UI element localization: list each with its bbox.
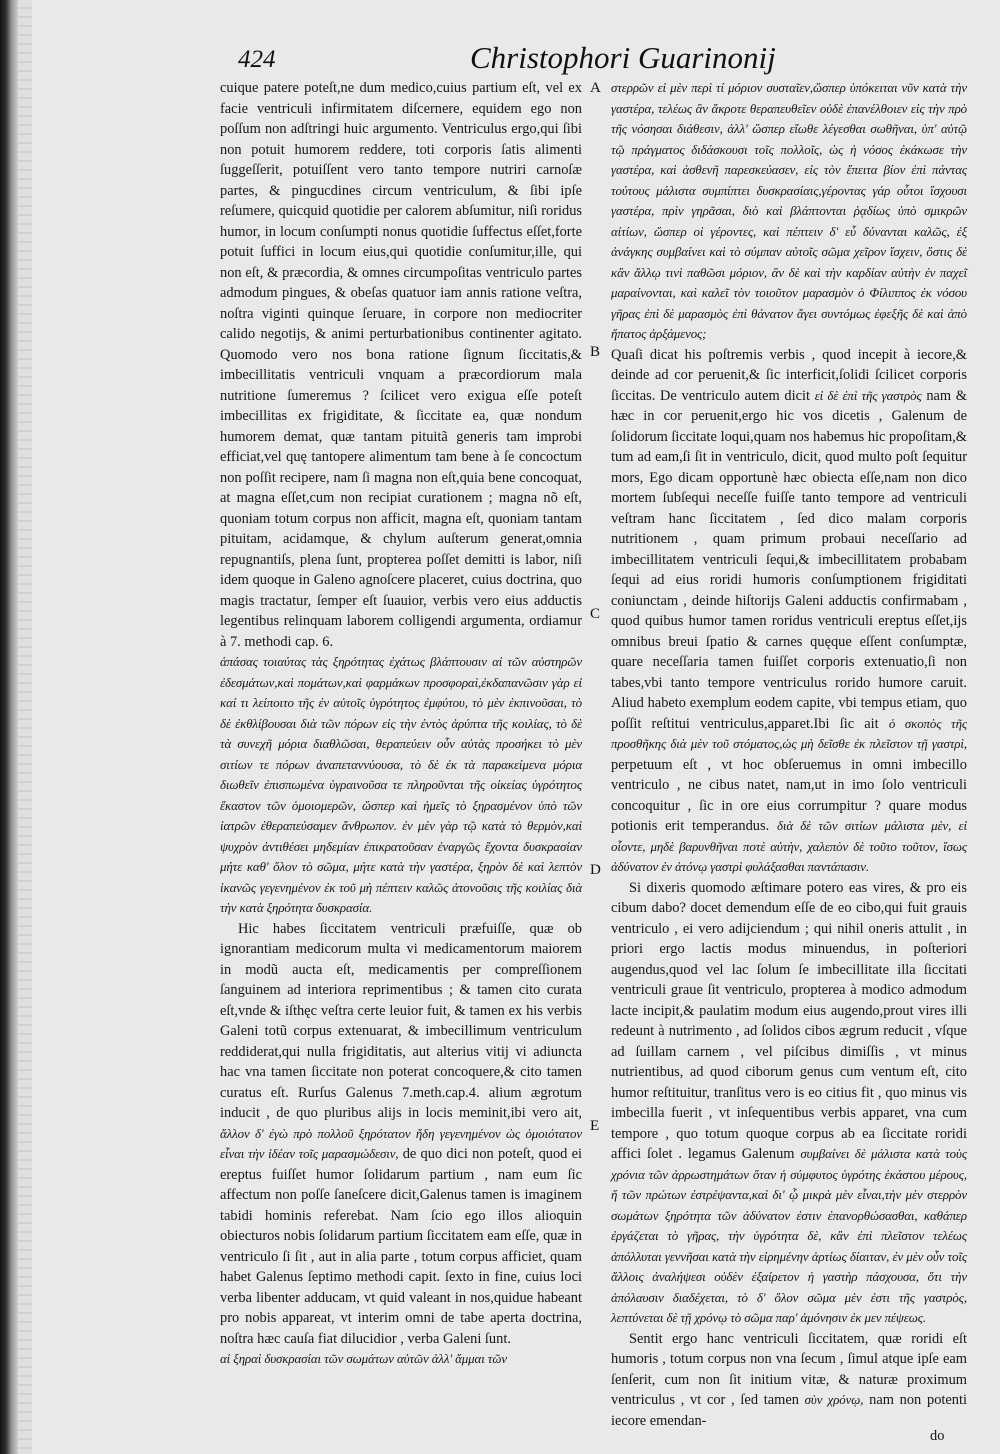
right-greek-quote-1: στερρῶν εἰ μὲν περὶ τί μόριον συσταῖεν,ὥσπερ ὑπόκειται νῦν κατὰ τὴν γαστέρα, τελέως ἂν ἄκροτε θεραπευθεῖεν οὐδὲ ἐπανέλθοιεν εἰς τὴν πρὸ τῆς νόσησαι διάθεσιν, ἀλλ' ὥσπερ εἴωθε λέγεσθαι σωθῆναι, ὑπ' αὐτῷ τῷ πράγματος διδάσκουσι τοῖς πολλοῖς, ὡς ἡ νόσος ἐκάκωσε τὴν γαστέρα, καὶ ἀσθενῆ παρεσκεύασεν, εἰς τὸν ἔπειτα βίον ἐπὶ πάντας τούτους μάλιστα συμπίπτει δυσκρασίαις,γέροντας γάρ οὗτοι ἴσχουσι γαστέρα, πρὶν γηρᾶσαι, διὸ καὶ βλάπτονται ῥᾳδίως ὑπὸ σμικρῶν αἰτίων, ὥσπερ οἱ γέροντες, καὶ πέπτειν δ' εὖ δύνανται καλῶς, ἐξ ἀνάγκης συμβαίνει καὶ τὸ σύμπαν αὐτοῖς σῶμα χεῖρον ἴσχειν, ὅστις δὲ κἂν ἄλλῳ τινὶ παθῶσι μόριον, ἂν δὲ καὶ τὴν καρδίαν αὐτὴν ἐν παχεῖ μαραίνονται, καὶ καλεῖ τὸν τοιοῦτον μαρασμὸν ὁ Φίλιππος ἐκ νόσου γῆρας ἐπὶ δὲ μαρασμὸς ἐπὶ θάνατον ἄγει συντόμως ἐφεξῆς δὲ καὶ ἀπὸ ἥπατος ἀρξάμενος; bbox=[611, 81, 967, 341]
margin-letter-d: D bbox=[590, 862, 601, 878]
right-greek-quote-4: συμβαίνει δὲ μάλιστα κατὰ τοὺς χρόνια τῶν ἀρρωστημάτων ὅταν ἡ σύμφυτος ὑγρότης ἑκάστου μέρους, ἥ τῶν πρώτων ἐστρέψαντα,καὶ δι' ᾧ μικρὰ μὲν εἶναι,τὴν μὲν στερρὸν σωμάτων ξηρότητα τῶν ἀδύνατον ἐστιν ἐπανορθώσασθαι, καθάπερ ἐργάζεται τὸ γῆρας, τὴν ὑγρότητα δὲ, κἂν ἐπὶ πλεῖστον τελέως ἀπόλλυται γεννῆσαι κατὰ τὴν εἰρημένην ἀρτίως δίαιταν, ἐν μὲν οὖν τοῖς ἄλλοις ἀναλήψεσι οὐδὲν ἐξαίρετον ἡ γαστὴρ πάσχουσα, ὅτι τὴν ἀπόλαυσιν διαδέχεται, τὸ δ' ὅλον σῶμα μὲν ἐστι τῆς γαστρὸς, λεπτύνεται δὲ τῇ χρόνῳ τὸ σῶμα παρ' ἀμόνησιν ἐκ μεν πέψεως. bbox=[611, 1147, 967, 1325]
right-paragraph-3b-text: nam non potenti iecore emendan- bbox=[611, 1392, 967, 1429]
right-paragraph-2 bbox=[611, 878, 967, 1329]
right-greek-inline-2: ὁ σκοπὸς τῆς προσθῆκης διὰ μὲν τοῦ στόματος,ὡς μὴ δεῖσθε ἐκ πλεῖστον τῇ γαστρὶ, bbox=[611, 716, 967, 751]
left-column bbox=[220, 78, 582, 1370]
page-number: 424 bbox=[238, 46, 276, 73]
book-gutter bbox=[0, 0, 18, 1454]
left-paragraph-2 bbox=[220, 919, 582, 1350]
right-paragraph-3 bbox=[611, 1329, 967, 1432]
right-column bbox=[611, 78, 967, 1431]
right-paragraph-1c-text: perpetuum eſt , vt hoc obſeruemus in omni imbecillo ventriculo , ne cibus natet, nam,ut in imo ſolo ventriculi concoquitur , ſic in ore eius corrumpitur ? quare modus potionis erit temperandus. bbox=[611, 756, 967, 834]
running-title: Christophori Guarinonij bbox=[470, 40, 776, 75]
right-paragraph-3-text: Sentit ergo hanc ventriculi ſiccitatem, quæ roridi eſt humoris , totum corpus non vna ſecum , ſimul atque ipſe eam ſenſerit, cum non ſit initium vitæ, & naturæ proximum ventriculus , vt cor , ſed tamen bbox=[611, 1330, 967, 1408]
left-greek-quote-2: ἄλλον δ' ἐγὼ πρὸ πολλοῦ ξηρότατον ἤδη γεγενημένον ὡς ὁμοιότατον εἶναι τὴν ἰδέαν τοῖς μαρασμώδεσιν, bbox=[220, 1126, 582, 1161]
right-greek-inline-3: διὰ δὲ τῶν σιτίων μάλιστα μὲν, εἰ οἷοντε, μηδὲ βαρυνθῆναι ποτὲ αὐτὴν, χαλεπὸν δὲ τοῦτο τοῦτον, ἴσως ἀδύνατον ἐν ἀτόνῳ γαστρὶ φυλάξασθαι παντάπασιν. bbox=[611, 819, 968, 874]
left-paragraph-1: cuique patere poteſt,ne dum medico,cuius partium eſt, vel ex facie ventriculi infirmitatem diſcernere, equidem ego non poſſum non adſtringi huic argumento. Ventriculus ergo,qui ſibi non potuit humorem reddere, toti corporis ſatis alimenti ſuggeſſerit, potuiſſent vero tanto tempore nutriri carnoſæ partes, & pingucdines circum ventriculum, & ſibi ipſe reſumere, quicquid quotidie per calorem abſumitur, niſi roridus humor, in locum conſumpti nonus quotidie ſuffectus eſſet,forte potuit ſuffici in locum eius,qui quotidie conſumitur,ille, qui non eſt, & præcordia, & omnes circumpoſitas ventriculo partes admodum pingues, & obeſas quatuor iam annis ratione veſtra, noſtra viginti quinque ſeruare, in corpore non mediocriter calido negotijs, & animi perturbationibus continenter agitato. Quomodo vero nos bona ratione ſignum ſiccitatis,& imbecillitatis ventriculi vnquam a præcordiorum mala nutritione ſumeremus ? ſcilicet vero exigua eſſe poteſt imbecillitas ex frigiditate, & ſiccitate ea, quæ nondum humorem demat, quæ tantam pituitã generis tam improbi efficiat,vel quę tantopere alimentum tam bene à ſe concoctum non poſſit recipere, nam ſi magna non eſt,quia bene concoquat, at magna eſſet,cum non recipiat curationem ; magna nõ eſt, quoniam totum corpus non afficit, magna eſt, quoniam tantam pituitam, acidamque, & chylum auſterum generat,omnia repugnantiſs, plena ſunt, propterea poſſet demitti is labor, niſi idem quoque in Galeno agnoſcere placeret, cuius doctrina, quo magis tractatur, ſemper eſt ſuauior, verbis vero eius adductis legentibus relinquam laborem colligendi argumenta, ordiamur à 7. methodi cap. 6. bbox=[220, 80, 582, 650]
left-paragraph-3-text: de quo dici non poteſt, quod ei ereptus fuiſſet humor ſolidarum partium , nam eum ſic affectum non poſſe ſaneſcere dicit,Galenus tamen is imaginem tabidi hominis referebat. Nam ſcio ego illos alioquin obiecturos nobis ſolidarum partium ſiccitatem eam eſſe, quæ in ventriculo ſi ſit , aut in alia parte , totum corpus afficiet, quam habet Galenus ſeptimo methodi capit. ſexto in fine, cuius loci verba libenter adducam, vt quid valeant in nos,quidue habeant pro nobis appareat, vt interim omni de tabe aperta doctrina, noſtra hæc cauſa fiat dilucidior , verba Galeni ſunt. bbox=[220, 1146, 582, 1347]
right-paragraph-1b-text: nam & hæc in cor peruenit,ergo hic vos dicetis , Galenum de ſolidorum ſiccitate loqui,quam nos habemus hic propoſitam,& tum ad eam,ſi ſit in ventriculo, dicit, quod multo poſt ſequitur mors, Ego dicam opportunè hæc obiecta eſſe,nam non dico mortem ſubſequi neceſſe fuiſſe tanto tempore ad ventriculi veſtram hanc ſiccitatem , ſed dico malam corporis nutritionem , quam primum probaui neceſſario ad imbecillitatem ventriculi ſequi,& imbecillitatem probabam ſequi ad eius roridi humoris conſumptionem frigiditati coniunctam , deinde hiſtorijs Galeni adductis confirmabam , quod quibus humor tamen roridus ventriculi ereptus eſſet,ijs omnibus breui ſpatio & carnes quęque eſſent conſumptæ, quare neceſſaria tamen fuiſſet corporis extenuatio,ſi non tabes,vbi tanto tempore ventriculus rorido humore caruit. Aliud habeto exemplum eodem capite, vbi tempus etiam, quo poſſit reſtitui ventriculus,apparet.Ibi ſic ait bbox=[611, 387, 967, 732]
margin-letter-a: A bbox=[590, 80, 601, 96]
right-paragraph-1 bbox=[611, 345, 967, 878]
left-greek-quote-1: ἁπάσας τοιαύτας τὰς ξηρότητας ἐχάτως βλάπτουσιν αἱ τῶν αὐστηρῶν ἐδεσμάτων,καὶ πομάτων,καὶ φαρμάκων προσφοραὶ,ἐκδαπανῶσιν γὰρ εἰ καί τι λείποιτο τῆς ἐν αὐτοῖς ὑγρότητος ἐμφύτου, τὸ μὲν ἐκπινοῦσαι, τὸ δὲ ἐκθλίβουσαι διὰ τῶν πόρων εἰς τὴν ἐντὸς ἀρύπτα τῆς κοιλίας, τὸ δὲ τὰ συνεχῆ μόρια διαθλῶσαι, θεραπεύειν οὖν αὐτὰς προσήκει τὸ μὲν σιτίων τε πόρων ἀναπεταννύουσα, τὸ δὲ ἐκ τὰ παρακείμενα μόρια διωθεῖν ἐπισπωμένα ὑγραινοῦσα τε πληροῦνται τῆς οἰκείας ὑγρότητος ἕκαστον τῶν ὁμοιομερῶν, ὥσπερ καὶ ἡμεῖς τὸ ξηρασμένον ὑπὸ τῶν ἰατρῶν ἐθεραπεύσαμεν ἄνθρωπον. ἐν μὲν γὰρ τῷ κατὰ τὸ θερμὸν,καὶ ψυχρὸν ἀντιθέσει μηδεμίαν ἐπικρατοῦσαν ἐναργῶς ἔχοντα δυσκρασίαν μήτε καθ' ὅλον τὸ σῶμα, μήτε κατὰ τὴν γαστέρα, ξηρὸν δὲ καὶ λεπτὸν ἱκανῶς γεγενημένον ἐκ τοῦ μὴ πέπτειν καλῶς ἀτονοῦσις τῆς κοιλίας διὰ τὴν κατὰ ξηρότητα δυσκρασία. bbox=[220, 655, 582, 915]
right-greek-inline-4: σὺν χρόνῳ, bbox=[804, 1393, 864, 1407]
margin-letter-b: B bbox=[590, 344, 601, 360]
gutter-texture bbox=[18, 0, 32, 1454]
margin-letter-c: C bbox=[590, 606, 601, 622]
margin-letter-e: E bbox=[590, 1118, 600, 1134]
catchword: do bbox=[930, 1428, 945, 1444]
left-greek-quote-3: αἱ ξηραὶ δυσκρασίαι τῶν σωμάτων αὐτῶν ἀλλ' ἄμμαι τῶν bbox=[220, 1352, 507, 1366]
left-paragraph-2-text: Hic habes ſiccitatem ventriculi præfuiſſe, quæ ob ignorantiam medicorum multa vi medicamentorum maiorem in modũ aucta eſt, medicamentis per compreſſionem ſanguinem ad interiora reprimentibus ; & tamen cito curata eſt,vnde & iſthęc veſtra certe leuior fuit, & tamen ex his verbis Galeni totũ corpus extenuarat, & imbecillimum ventriculum reddiderat,qui nulla frigiditatis, aut alterius vitij vi adiuncta hac vna tamen ſiccitate non poterat concoquere,& cito tamen curatus eſt. Rurſus Galenus 7.meth.cap.4. alium ægrotum inducit , de quo pluribus alijs in locis meminit,ibi vero ait, bbox=[220, 920, 582, 1121]
right-paragraph-1-text: Quaſi dicat his poſtremis verbis , quod incepit à iecore,& deinde ad cor peruenit,& ſic interficit,ſolidi ſcilicet corporis ſiccitas. De ventriculo autem dicit bbox=[611, 346, 967, 404]
right-greek-inline-1: εἰ δὲ ἐπὶ τῆς γαστρὸς bbox=[814, 388, 922, 403]
right-paragraph-2-text: Si dixeris quomodo æſtimare potero eas vires, & pro eis cibum dabo? docet demendum eſſe de eo cibo,qui fuit grauis ventriculo , ei vero adijciendum ; qui nihil oneris attulit , in priori ergo lactis modus minuendus, in poſteriori augendus,quod vel lac ſolum ſe imbecillitate illa ſiccitati ventriculi graue ſit ventriculo, propterea à modico admodum lacte incipit,& paulatim modum eius augendo,prout vires illi redeunt à nutrimento , ad ſolidos cibos ægrum reducit , vſque ad ſuillam carnem , vel piſcibus dimiſſis , vt minus nutrientibus, ad quod ciborum genus cum ventum eſt, cito humor reſtituitur, tranſitus vero is eo citius fit , quo minus vis imbecilla fuerit , vt inſequentibus verbis apparet, vna cum tempore , quo totum quoque corpus ab ea ſiccitate roridi affici ſolet . legamus Galenum bbox=[611, 879, 967, 1162]
